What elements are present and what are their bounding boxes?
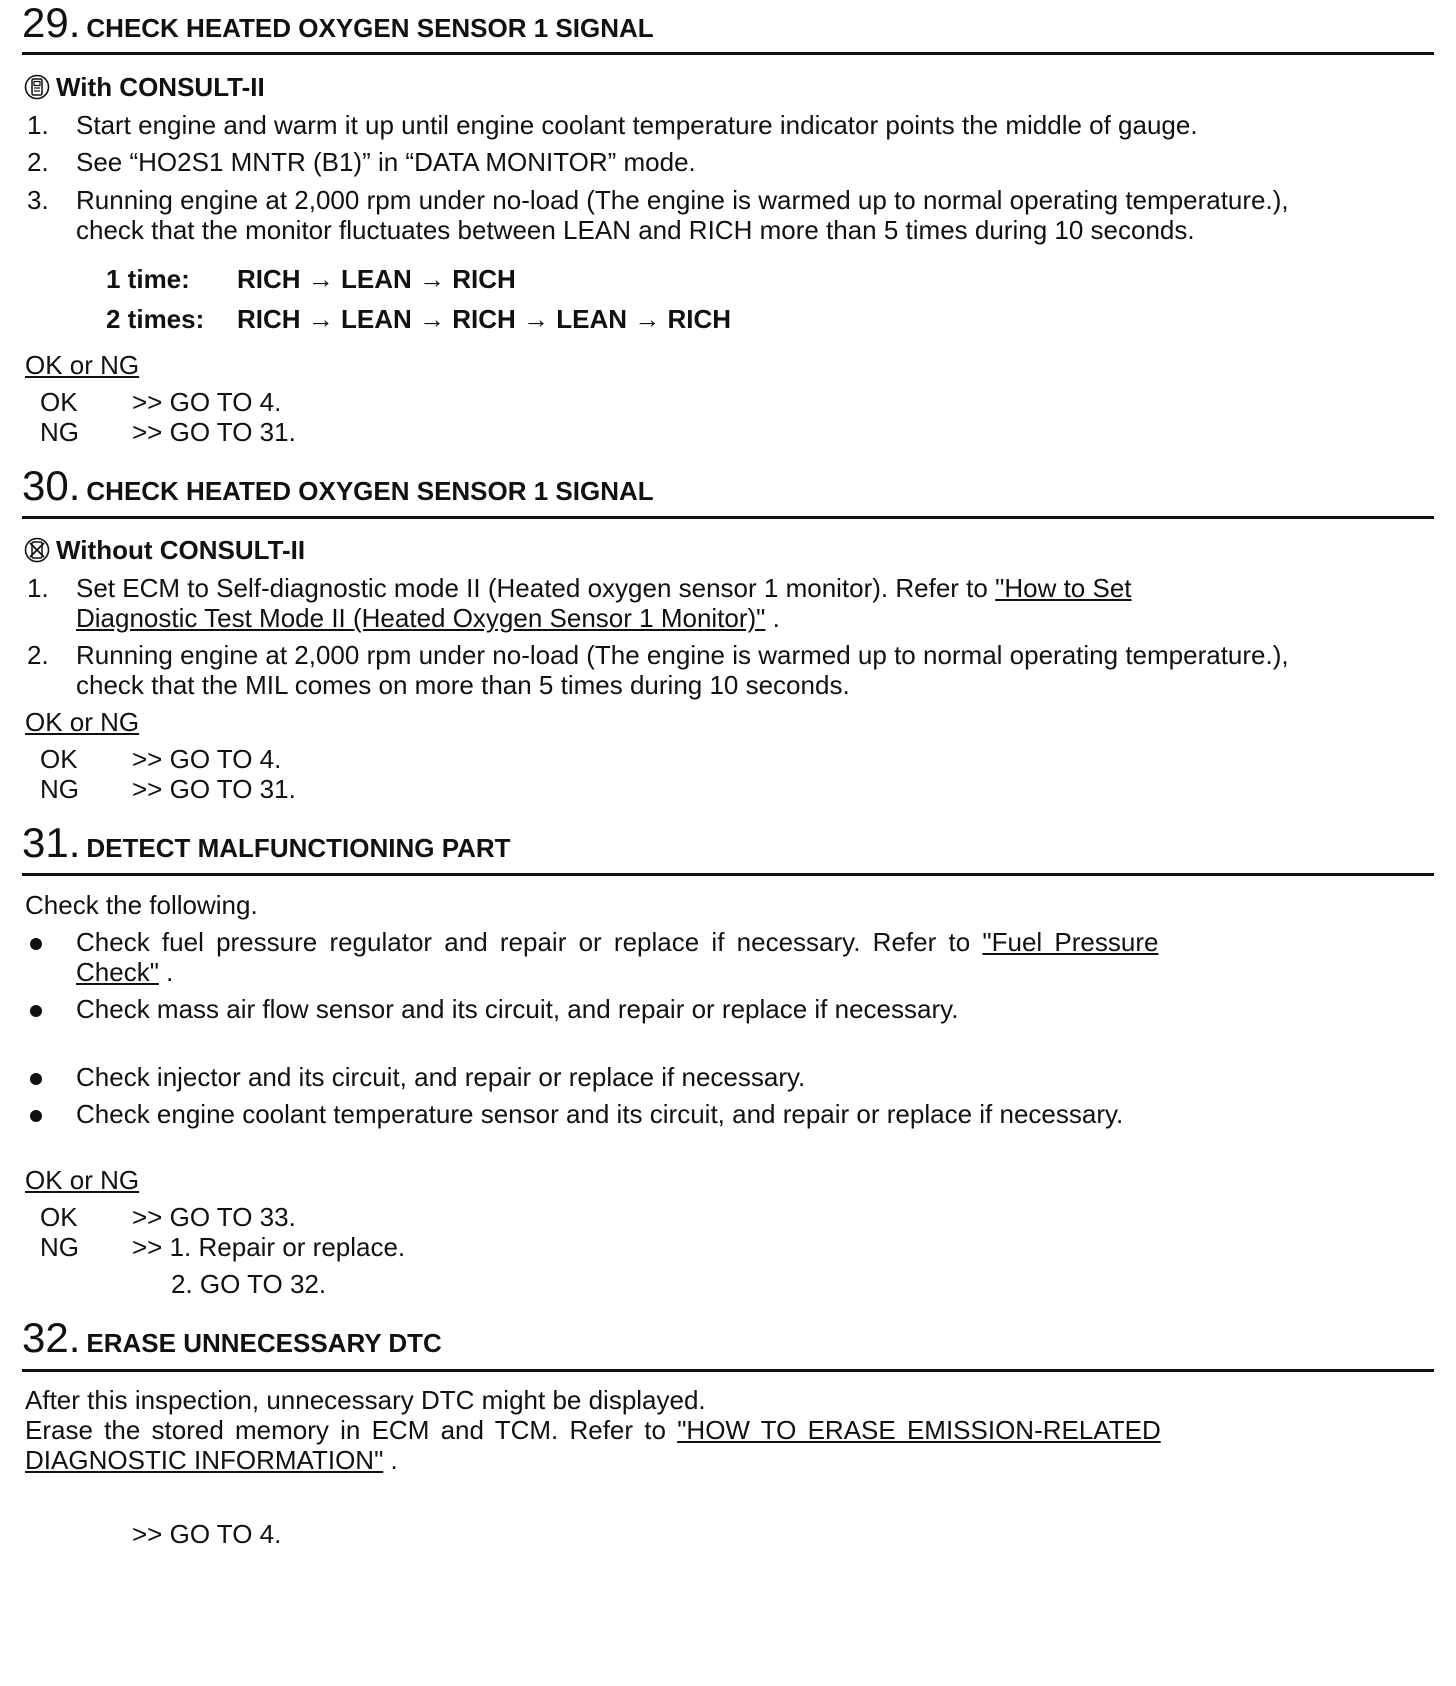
how-to-set-mode-ii-link[interactable]: "How to Set — [995, 573, 1132, 603]
without-consult-label-row — [24, 535, 305, 569]
section-32-line-3 — [25, 1445, 398, 1475]
section-30-number: 30. — [22, 462, 81, 509]
step-number: 1. — [27, 110, 49, 140]
without-consult-label: Without CONSULT-II — [56, 535, 306, 565]
result-key-ok: OK — [40, 1202, 78, 1232]
link-tail: . — [158, 957, 174, 987]
section-29-step-2: See “HO2S1 MNTR (B1)” in “DATA MONITOR” mode. — [76, 147, 696, 177]
section-30-step-1-text: Set ECM to Self-diagnostic mode II (Heated oxygen sensor 1 monitor). Refer to — [76, 573, 988, 603]
step-number: 1. — [27, 573, 49, 603]
bullet-2: Check mass air flow sensor and its circuit, and repair or replace if necessary. — [76, 994, 959, 1024]
bullet-1-text: Check fuel pressure regulator and repair or replace if necessary. Refer to — [76, 927, 971, 957]
section-30-step-2-line-1: Running engine at 2,000 rpm under no-load (The engine is warmed up to normal operating temperature.), — [76, 640, 1289, 670]
section-29-header — [22, 2, 654, 44]
section-30-step-1-line-1 — [76, 573, 1132, 603]
pattern-label: 2 times: — [106, 304, 205, 334]
ok-or-ng-header: OK or NG — [25, 350, 140, 380]
result-key-ng: NG — [40, 417, 79, 447]
section-30-header — [22, 462, 654, 509]
section-31-title: DETECT MALFUNCTIONING PART — [86, 833, 511, 863]
section-30-step-2-line-2: check that the MIL comes on more than 5 times during 10 seconds. — [76, 670, 850, 700]
section-31-rule — [22, 873, 1434, 876]
bullet-1-line-2 — [76, 957, 173, 987]
section-30-step-1-line-2 — [76, 603, 780, 633]
section-31-number: 31. — [22, 819, 81, 866]
section-31-header — [22, 819, 511, 866]
section-32-header — [22, 1314, 442, 1361]
result-key-ng: NG — [40, 1232, 79, 1262]
erase-diagnostic-info-link-continued[interactable]: DIAGNOSTIC INFORMATION" — [25, 1445, 384, 1475]
section-30-rule — [22, 516, 1434, 519]
result-key-ok: OK — [40, 387, 78, 417]
section-32-line-2-text: Erase the stored memory in ECM and TCM. Refer to — [25, 1415, 666, 1445]
bullet-4: Check engine coolant temperature sensor and its circuit, and repair or replace if necessary. — [76, 1099, 1124, 1129]
bullet-dot — [30, 1073, 42, 1085]
ok-or-ng-header: OK or NG — [25, 1165, 140, 1195]
section-32-number: 32. — [22, 1314, 81, 1361]
section-29-number: 29. — [22, 0, 81, 46]
ok-or-ng-header: OK or NG — [25, 707, 140, 737]
step-number: 3. — [27, 185, 49, 215]
result-action-ng-continued: 2. GO TO 32. — [171, 1269, 327, 1299]
section-30-title: CHECK HEATED OXYGEN SENSOR 1 SIGNAL — [86, 476, 654, 506]
fuel-pressure-check-link[interactable]: "Fuel Pressure — [982, 927, 1159, 957]
bullet-dot — [30, 938, 42, 950]
section-29-rule — [22, 52, 1434, 55]
section-32-rule — [22, 1369, 1434, 1372]
bullet-1-line-1 — [76, 927, 1158, 957]
link-tail: . — [765, 603, 780, 633]
pattern-value: RICH → LEAN → RICH — [237, 264, 516, 294]
section-32-final-action: >> GO TO 4. — [132, 1519, 282, 1549]
pattern-value: RICH → LEAN → RICH → LEAN → RICH — [237, 304, 731, 334]
section-29-step-1: Start engine and warm it up until engine coolant temperature indicator points the middle of gauge. — [76, 110, 1198, 140]
result-action-ok: >> GO TO 4. — [132, 387, 282, 417]
result-action-ng: >> 1. Repair or replace. — [132, 1232, 406, 1262]
how-to-set-mode-ii-link-continued[interactable]: Diagnostic Test Mode II (Heated Oxygen Sensor 1 Monitor)" — [76, 603, 766, 633]
fuel-pressure-check-link-continued[interactable]: Check" — [76, 957, 159, 987]
section-29-step-3-line-1: Running engine at 2,000 rpm under no-load (The engine is warmed up to normal operating temperature.), — [76, 185, 1289, 215]
section-29-title: CHECK HEATED OXYGEN SENSOR 1 SIGNAL — [86, 13, 654, 43]
bullet-dot — [30, 1110, 42, 1122]
with-consult-label: With CONSULT-II — [56, 72, 265, 102]
result-action-ng: >> GO TO 31. — [132, 417, 296, 447]
link-tail: . — [383, 1445, 398, 1475]
section-32-line-2 — [25, 1415, 1161, 1445]
bullet-3: Check injector and its circuit, and repair or replace if necessary. — [76, 1062, 806, 1092]
result-action-ng: >> GO TO 31. — [132, 774, 296, 804]
bullet-dot — [30, 1005, 42, 1017]
with-consult-label-row — [24, 72, 265, 106]
step-number: 2. — [27, 640, 49, 670]
result-action-ok: >> GO TO 33. — [132, 1202, 296, 1232]
pattern-label: 1 time: — [106, 264, 190, 294]
result-key-ng: NG — [40, 774, 79, 804]
section-32-title: ERASE UNNECESSARY DTC — [86, 1328, 442, 1358]
result-key-ok: OK — [40, 744, 78, 774]
erase-diagnostic-info-link[interactable]: "HOW TO ERASE EMISSION-RELATED — [677, 1415, 1161, 1445]
consult-unit-icon — [24, 74, 50, 106]
no-consult-icon — [24, 537, 50, 569]
section-32-line-1: After this inspection, unnecessary DTC might be displayed. — [25, 1385, 706, 1415]
section-29-step-3-line-2: check that the monitor fluctuates between LEAN and RICH more than 5 times during 10 seconds. — [76, 215, 1195, 245]
section-31-intro: Check the following. — [25, 890, 258, 920]
step-number: 2. — [27, 147, 49, 177]
result-action-ok: >> GO TO 4. — [132, 744, 282, 774]
